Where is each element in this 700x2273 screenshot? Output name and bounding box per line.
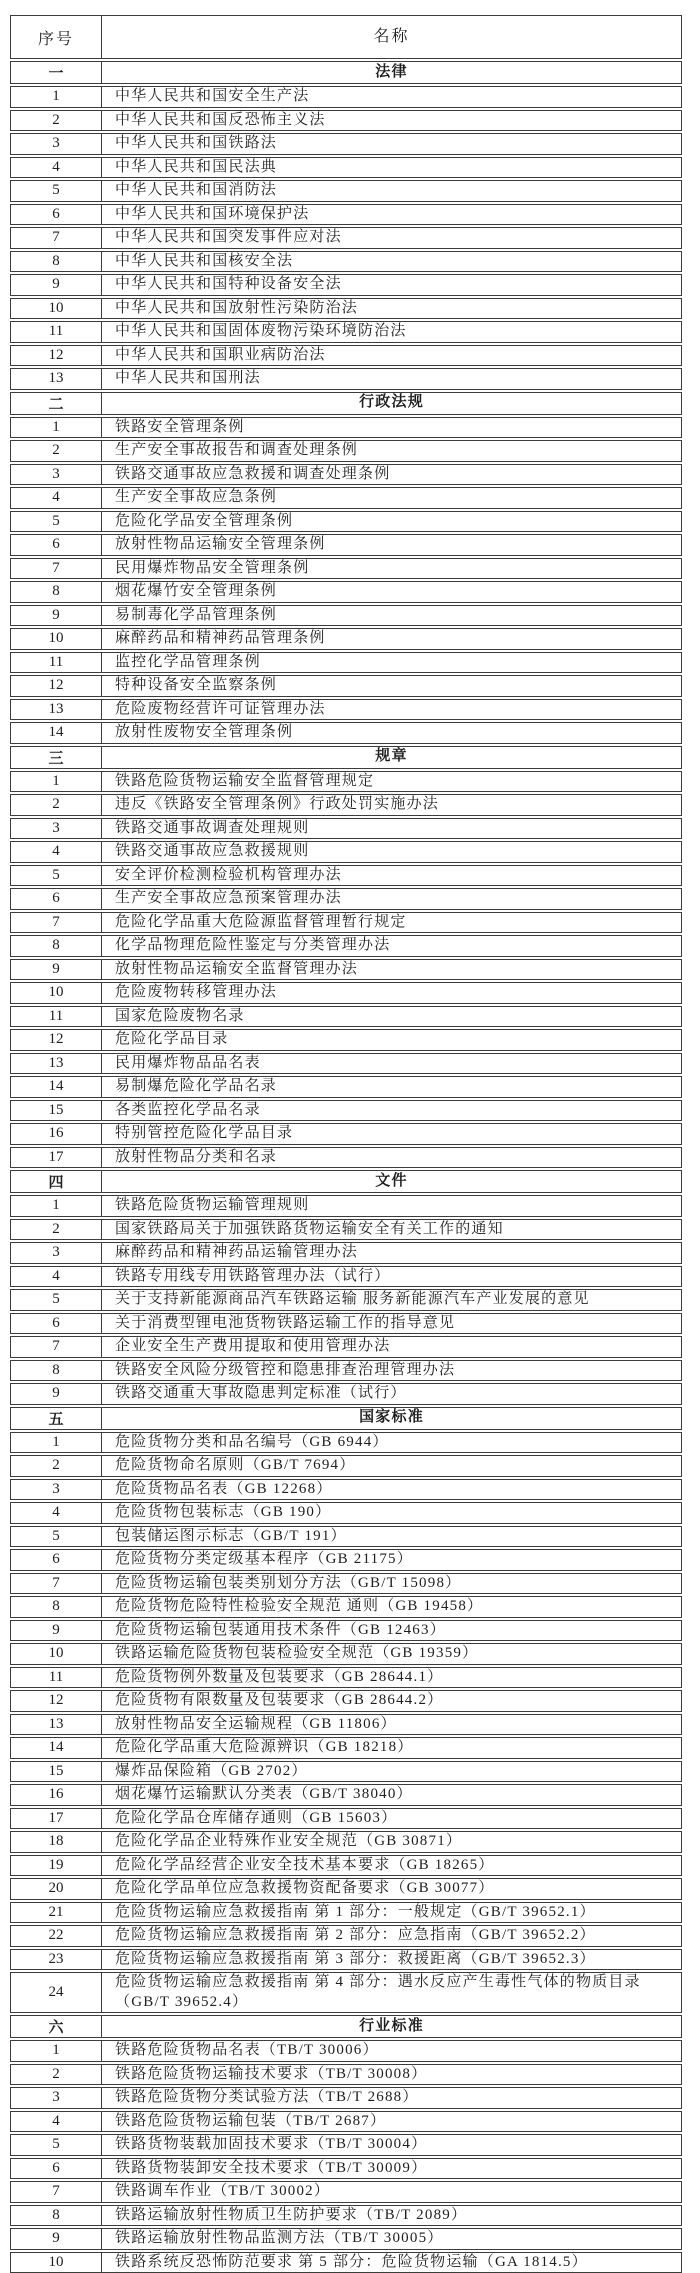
row-name: 危险化学品仓库储存通则（GB 15603） (102, 1809, 681, 1829)
table-row (10, 1006, 682, 1028)
row-serial-number: 4 (11, 1267, 102, 1287)
table-row (10, 1289, 682, 1311)
row-name: 特别管控危险化学品目录 (102, 1124, 681, 1144)
row-serial-number: 10 (11, 1644, 102, 1664)
table-row (10, 1076, 682, 1098)
row-name: 放射性物品运输安全监督管理办法 (102, 960, 681, 980)
table-row (10, 2111, 682, 2133)
row-serial-number: 3 (11, 465, 102, 485)
section-index: 四 (11, 1171, 102, 1192)
section-title: 规章 (102, 747, 681, 768)
table-row (10, 841, 682, 863)
row-serial-number: 8 (11, 582, 102, 602)
table-row (10, 1902, 682, 1924)
table-row (10, 771, 682, 793)
row-name: 铁路交通事故应急救援和调查处理条例 (102, 465, 681, 485)
table-row (10, 1690, 682, 1712)
row-name: 监控化学品管理条例 (102, 653, 681, 673)
section-index: 一 (11, 62, 102, 83)
table-row (10, 511, 682, 533)
table-row (10, 1667, 682, 1689)
column-header-serial: 序号 (11, 16, 102, 58)
table-row (10, 1831, 682, 1853)
section-row (10, 1170, 682, 1193)
row-serial-number: 3 (11, 134, 102, 154)
row-name: 易制毒化学品管理条例 (102, 606, 681, 626)
row-serial-number: 9 (11, 2229, 102, 2249)
row-name: 烟花爆竹安全管理条例 (102, 582, 681, 602)
row-name: 铁路危险货物运输管理规则 (102, 1196, 681, 1216)
row-serial-number: 24 (11, 1973, 102, 2012)
table-row (10, 982, 682, 1004)
row-name: 危险货物运输应急救援指南 第 4 部分：遇水反应产生毒性气体的物质目录（GB/T 39652.4） (102, 1973, 681, 2012)
row-serial-number: 7 (11, 228, 102, 248)
row-name: 关于消费型锂电池货物铁路运输工作的指导意见 (102, 1314, 681, 1334)
row-serial-number: 2 (11, 795, 102, 815)
table-row (10, 2087, 682, 2109)
row-serial-number: 4 (11, 2112, 102, 2132)
table-row (10, 1925, 682, 1947)
section-title: 行政法规 (102, 393, 681, 414)
row-serial-number: 1 (11, 2041, 102, 2061)
row-serial-number: 13 (11, 369, 102, 389)
row-name: 危险货物包装标志（GB 190） (102, 1503, 681, 1523)
row-name: 危险货物运输应急救援指南 第 1 部分：一般规定（GB/T 39652.1） (102, 1903, 681, 1923)
row-name: 危险货物分类定级基本程序（GB 21175） (102, 1550, 681, 1570)
row-serial-number: 21 (11, 1903, 102, 1923)
row-name: 关于支持新能源商品汽车铁路运输 服务新能源汽车产业发展的意见 (102, 1290, 681, 1310)
row-name: 生产安全事故报告和调查处理条例 (102, 441, 681, 461)
row-serial-number: 3 (11, 1243, 102, 1263)
row-name: 危险货物危险特性检验安全规范 通则（GB 19458） (102, 1597, 681, 1617)
table-row (10, 157, 682, 179)
table-row (10, 959, 682, 981)
section-index: 二 (11, 393, 102, 414)
table-row (10, 1620, 682, 1642)
table-row (10, 1242, 682, 1264)
row-serial-number: 6 (11, 1314, 102, 1334)
row-serial-number: 11 (11, 1007, 102, 1027)
row-serial-number: 13 (11, 1054, 102, 1074)
table-row (10, 1432, 682, 1454)
row-serial-number: 3 (11, 1480, 102, 1500)
table-row (10, 1784, 682, 1806)
row-name: 铁路运输危险货物包装检验安全规范（GB 19359） (102, 1644, 681, 1664)
row-name: 中华人民共和国放射性污染防治法 (102, 299, 681, 319)
row-serial-number: 9 (11, 606, 102, 626)
row-serial-number: 6 (11, 535, 102, 555)
table-row (10, 1949, 682, 1971)
row-name: 危险货物运输包装类别划分方法（GB/T 15098） (102, 1574, 681, 1594)
regulations-table (10, 15, 682, 2273)
table-row (10, 345, 682, 367)
column-header-name: 名称 (102, 16, 681, 58)
section-row (10, 392, 682, 415)
row-name: 铁路运输放射性物品监测方法（TB/T 30005） (102, 2229, 681, 2249)
table-row (10, 1643, 682, 1665)
row-name: 铁路货物装卸安全技术要求（TB/T 30009） (102, 2159, 681, 2179)
row-serial-number: 10 (11, 299, 102, 319)
table-row (10, 794, 682, 816)
row-name: 铁路货物装载加固技术要求（TB/T 30004） (102, 2135, 681, 2155)
row-name: 国家铁路局关于加强铁路货物运输安全有关工作的通知 (102, 1220, 681, 1240)
table-row (10, 1596, 682, 1618)
table-row (10, 581, 682, 603)
row-name: 危险货物运输包装通用技术条件（GB 12463） (102, 1621, 681, 1641)
table-row (10, 110, 682, 132)
row-serial-number: 6 (11, 1550, 102, 1570)
table-row (10, 558, 682, 580)
row-name: 爆炸品保险箱（GB 2702） (102, 1762, 681, 1782)
row-serial-number: 8 (11, 1597, 102, 1617)
table-row (10, 1808, 682, 1830)
table-row (10, 865, 682, 887)
row-name: 民用爆炸物品安全管理条例 (102, 559, 681, 579)
table-row (10, 1479, 682, 1501)
row-name: 包装储运图示标志（GB/T 191） (102, 1527, 681, 1547)
row-serial-number: 4 (11, 1503, 102, 1523)
row-serial-number: 5 (11, 512, 102, 532)
section-title: 行业标准 (102, 2016, 681, 2037)
table-row (10, 2205, 682, 2227)
row-serial-number: 12 (11, 1691, 102, 1711)
row-serial-number: 14 (11, 723, 102, 743)
row-name: 中华人民共和国铁路法 (102, 134, 681, 154)
row-name: 铁路危险货物运输安全监督管理规定 (102, 772, 681, 792)
row-name: 铁路危险货物品名表（TB/T 30006） (102, 2041, 681, 2061)
row-serial-number: 10 (11, 629, 102, 649)
row-serial-number: 9 (11, 960, 102, 980)
row-serial-number: 7 (11, 559, 102, 579)
row-serial-number: 5 (11, 866, 102, 886)
table-row (10, 204, 682, 226)
section-index: 六 (11, 2016, 102, 2037)
row-name: 中华人民共和国消防法 (102, 181, 681, 201)
row-name: 中华人民共和国环境保护法 (102, 205, 681, 225)
table-row (10, 180, 682, 202)
row-serial-number: 1 (11, 1433, 102, 1453)
row-name: 危险货物分类和品名编号（GB 6944） (102, 1433, 681, 1453)
row-name: 安全评价检测检验机构管理办法 (102, 866, 681, 886)
row-serial-number: 5 (11, 181, 102, 201)
row-serial-number: 8 (11, 1361, 102, 1381)
table-row (10, 440, 682, 462)
row-serial-number: 9 (11, 275, 102, 295)
row-serial-number: 14 (11, 1077, 102, 1097)
row-serial-number: 2 (11, 2065, 102, 2085)
row-name: 民用爆炸物品品名表 (102, 1054, 681, 1074)
table-row (10, 1878, 682, 1900)
table-row (10, 1383, 682, 1405)
section-row (10, 2015, 682, 2038)
row-serial-number: 7 (11, 913, 102, 933)
row-name: 危险货物例外数量及包装要求（GB 28644.1） (102, 1668, 681, 1688)
row-serial-number: 5 (11, 1527, 102, 1547)
section-row (10, 61, 682, 84)
table-row (10, 628, 682, 650)
table-row (10, 1737, 682, 1759)
row-serial-number: 15 (11, 1101, 102, 1121)
row-name: 特种设备安全监察条例 (102, 676, 681, 696)
row-serial-number: 1 (11, 87, 102, 107)
row-name: 铁路交通事故应急救援规则 (102, 842, 681, 862)
row-serial-number: 5 (11, 1290, 102, 1310)
row-name: 铁路安全管理条例 (102, 418, 681, 438)
row-name: 危险化学品目录 (102, 1030, 681, 1050)
table-row (10, 1573, 682, 1595)
table-row (10, 464, 682, 486)
row-serial-number: 2 (11, 1456, 102, 1476)
row-name: 中华人民共和国突发事件应对法 (102, 228, 681, 248)
row-serial-number: 1 (11, 418, 102, 438)
row-serial-number: 2 (11, 441, 102, 461)
row-serial-number: 14 (11, 1738, 102, 1758)
table-row (10, 1313, 682, 1335)
table-row (10, 1147, 682, 1169)
table-row (10, 1053, 682, 1075)
row-serial-number: 3 (11, 819, 102, 839)
row-name: 危险化学品重大危险源辨识（GB 18218） (102, 1738, 681, 1758)
row-serial-number: 11 (11, 653, 102, 673)
row-name: 中华人民共和国刑法 (102, 369, 681, 389)
section-index: 三 (11, 747, 102, 768)
row-serial-number: 8 (11, 2206, 102, 2226)
row-name: 铁路系统反恐怖防范要求 第 5 部分：危险货物运输（GA 1814.5） (102, 2253, 681, 2273)
table-row (10, 298, 682, 320)
row-name: 危险化学品经营企业安全技术基本要求（GB 18265） (102, 1856, 681, 1876)
row-serial-number: 12 (11, 1030, 102, 1050)
table-row (10, 1549, 682, 1571)
row-serial-number: 7 (11, 1574, 102, 1594)
row-serial-number: 3 (11, 2088, 102, 2108)
table-row (10, 2252, 682, 2273)
row-name: 铁路危险货物分类试验方法（TB/T 2688） (102, 2088, 681, 2108)
row-serial-number: 20 (11, 1879, 102, 1899)
row-name: 危险货物有限数量及包装要求（GB 28644.2） (102, 1691, 681, 1711)
row-serial-number: 8 (11, 936, 102, 956)
row-name: 危险化学品安全管理条例 (102, 512, 681, 532)
row-name: 易制爆危险化学品名录 (102, 1077, 681, 1097)
row-serial-number: 4 (11, 158, 102, 178)
row-name: 危险化学品企业特殊作业安全规范（GB 30871） (102, 1832, 681, 1852)
table-row (10, 1502, 682, 1524)
row-name: 生产安全事故应急预案管理办法 (102, 889, 681, 909)
table-row (10, 86, 682, 108)
table-row (10, 487, 682, 509)
section-row (10, 746, 682, 769)
table-row (10, 605, 682, 627)
row-serial-number: 4 (11, 842, 102, 862)
table-row (10, 2040, 682, 2062)
table-row (10, 2158, 682, 2180)
row-name: 铁路危险货物运输包装（TB/T 2687） (102, 2112, 681, 2132)
table-row (10, 1100, 682, 1122)
row-serial-number: 6 (11, 205, 102, 225)
row-serial-number: 9 (11, 1621, 102, 1641)
row-name: 铁路安全风险分级管控和隐患排查治理管理办法 (102, 1361, 681, 1381)
row-serial-number: 11 (11, 1668, 102, 1688)
section-index: 五 (11, 1408, 102, 1429)
table-row (10, 2181, 682, 2203)
table-row (10, 935, 682, 957)
table-row (10, 251, 682, 273)
row-name: 麻醉药品和精神药品管理条例 (102, 629, 681, 649)
table-row (10, 1714, 682, 1736)
row-name: 麻醉药品和精神药品运输管理办法 (102, 1243, 681, 1263)
table-row (10, 1336, 682, 1358)
row-serial-number: 6 (11, 889, 102, 909)
table-row (10, 321, 682, 343)
row-name: 烟花爆竹运输默认分类表（GB/T 38040） (102, 1785, 681, 1805)
row-serial-number: 12 (11, 346, 102, 366)
row-name: 危险化学品单位应急救援物资配备要求（GB 30077） (102, 1879, 681, 1899)
table-row (10, 1455, 682, 1477)
table-row (10, 1761, 682, 1783)
row-serial-number: 23 (11, 1950, 102, 1970)
row-name: 危险废物转移管理办法 (102, 983, 681, 1003)
table-row (10, 1972, 682, 2013)
row-serial-number: 11 (11, 322, 102, 342)
row-name: 铁路调车作业（TB/T 30002） (102, 2182, 681, 2202)
row-name: 化学品物理危险性鉴定与分类管理办法 (102, 936, 681, 956)
row-name: 铁路危险货物运输技术要求（TB/T 30008） (102, 2065, 681, 2085)
row-serial-number: 7 (11, 1337, 102, 1357)
table-row (10, 652, 682, 674)
row-name: 危险废物经营许可证管理办法 (102, 700, 681, 720)
row-serial-number: 2 (11, 111, 102, 131)
row-name: 中华人民共和国民法典 (102, 158, 681, 178)
row-name: 违反《铁路安全管理条例》行政处罚实施办法 (102, 795, 681, 815)
row-serial-number: 1 (11, 1196, 102, 1216)
row-name: 铁路交通重大事故隐患判定标准（试行） (102, 1384, 681, 1404)
row-name: 危险货物命名原则（GB/T 7694） (102, 1456, 681, 1476)
table-row (10, 912, 682, 934)
table-row (10, 133, 682, 155)
table-row (10, 274, 682, 296)
table-row (10, 1029, 682, 1051)
row-serial-number: 7 (11, 2182, 102, 2202)
row-name: 生产安全事故应急条例 (102, 488, 681, 508)
row-serial-number: 8 (11, 252, 102, 272)
table-row (10, 818, 682, 840)
row-name: 铁路交通事故调查处理规则 (102, 819, 681, 839)
row-name: 企业安全生产费用提取和使用管理办法 (102, 1337, 681, 1357)
table-row (10, 722, 682, 744)
row-serial-number: 5 (11, 2135, 102, 2155)
section-title: 文件 (102, 1171, 681, 1192)
table-row (10, 1123, 682, 1145)
row-serial-number: 12 (11, 676, 102, 696)
row-serial-number: 18 (11, 1832, 102, 1852)
section-title: 法律 (102, 62, 681, 83)
row-serial-number: 13 (11, 1715, 102, 1735)
table-row (10, 227, 682, 249)
row-serial-number: 1 (11, 772, 102, 792)
row-name: 放射性废物安全管理条例 (102, 723, 681, 743)
table-row (10, 888, 682, 910)
row-serial-number: 10 (11, 983, 102, 1003)
table-header-row (10, 15, 682, 59)
row-name: 国家危险废物名录 (102, 1007, 681, 1027)
row-name: 中华人民共和国职业病防治法 (102, 346, 681, 366)
row-serial-number: 6 (11, 2159, 102, 2179)
row-name: 中华人民共和国反恐怖主义法 (102, 111, 681, 131)
row-name: 中华人民共和国核安全法 (102, 252, 681, 272)
row-name: 危险货物运输应急救援指南 第 3 部分：救援距离（GB/T 39652.3） (102, 1950, 681, 1970)
row-serial-number: 19 (11, 1856, 102, 1876)
row-name: 危险货物运输应急救援指南 第 2 部分：应急指南（GB/T 39652.2） (102, 1926, 681, 1946)
table-row (10, 1526, 682, 1548)
table-row (10, 534, 682, 556)
row-name: 各类监控化学品名录 (102, 1101, 681, 1121)
row-serial-number: 22 (11, 1926, 102, 1946)
row-name: 中华人民共和国安全生产法 (102, 87, 681, 107)
row-name: 中华人民共和国特种设备安全法 (102, 275, 681, 295)
table-row (10, 1855, 682, 1877)
row-name: 铁路专用线专用铁路管理办法（试行） (102, 1267, 681, 1287)
table-row (10, 675, 682, 697)
row-name: 中华人民共和国固体废物污染环境防治法 (102, 322, 681, 342)
table-row (10, 417, 682, 439)
row-serial-number: 16 (11, 1124, 102, 1144)
row-serial-number: 17 (11, 1148, 102, 1168)
row-serial-number: 17 (11, 1809, 102, 1829)
row-name: 放射性物品安全运输规程（GB 11806） (102, 1715, 681, 1735)
table-row (10, 1219, 682, 1241)
row-serial-number: 13 (11, 700, 102, 720)
row-name: 铁路运输放射性物质卫生防护要求（TB/T 2089） (102, 2206, 681, 2226)
section-row (10, 1407, 682, 1430)
row-serial-number: 16 (11, 1785, 102, 1805)
row-serial-number: 4 (11, 488, 102, 508)
row-serial-number: 9 (11, 1384, 102, 1404)
table-row (10, 1195, 682, 1217)
table-row (10, 1360, 682, 1382)
table-row (10, 2228, 682, 2250)
table-row (10, 2064, 682, 2086)
row-name: 放射性物品运输安全管理条例 (102, 535, 681, 555)
row-name: 危险货物品名表（GB 12268） (102, 1480, 681, 1500)
table-row (10, 699, 682, 721)
table-row (10, 1266, 682, 1288)
row-serial-number: 15 (11, 1762, 102, 1782)
table-row (10, 2134, 682, 2156)
row-serial-number: 10 (11, 2253, 102, 2273)
section-title: 国家标准 (102, 1408, 681, 1429)
table-row (10, 368, 682, 390)
row-serial-number: 2 (11, 1220, 102, 1240)
row-name: 放射性物品分类和名录 (102, 1148, 681, 1168)
row-name: 危险化学品重大危险源监督管理暂行规定 (102, 913, 681, 933)
